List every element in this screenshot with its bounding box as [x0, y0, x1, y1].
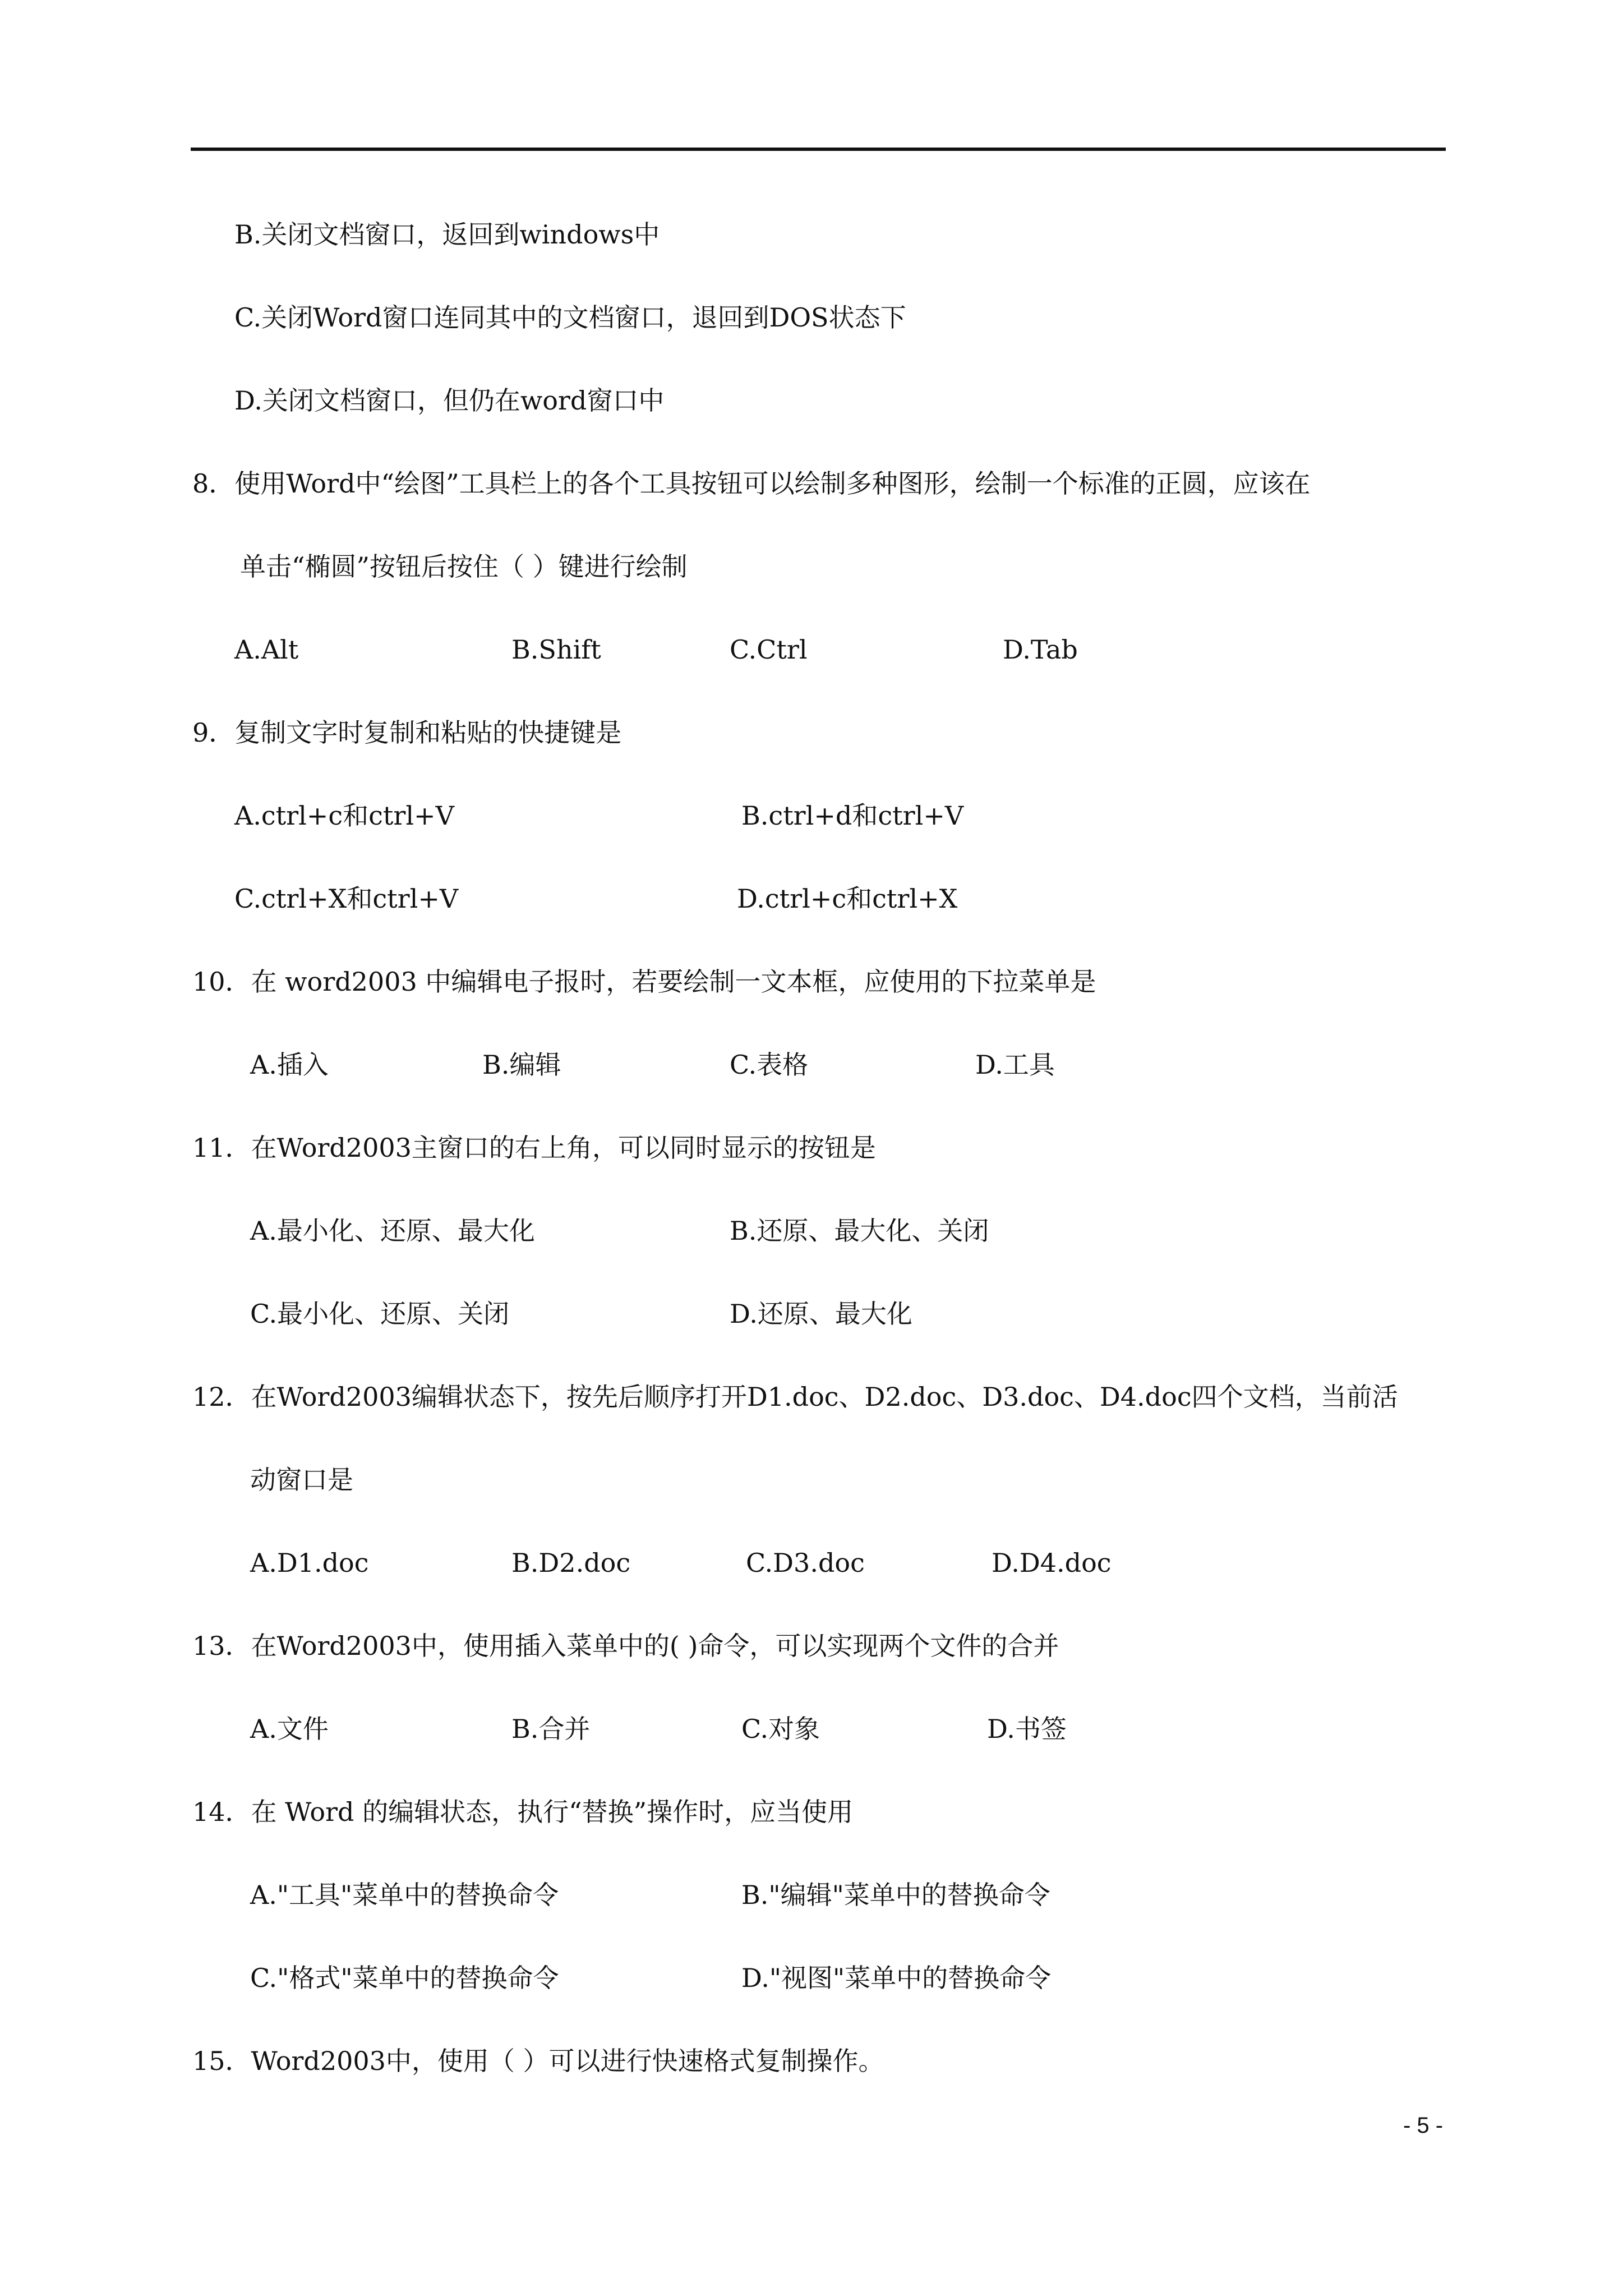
q11-stem: 11．在Word2003主窗口的右上角，可以同时显示的按钮是 [192, 1133, 876, 1163]
q14-option-a: A."工具"菜单中的替换命令 [250, 1880, 559, 1910]
q7-option-d: D.关闭文档窗口，但仍在word窗口中 [234, 385, 665, 416]
q12-option-b: B.D2.doc [511, 1548, 631, 1578]
q9-option-a: A.ctrl+c和ctrl+V [234, 800, 454, 831]
q9-stem: 9．复制文字时复制和粘贴的快捷键是 [192, 717, 622, 748]
q14-option-c: C."格式"菜单中的替换命令 [250, 1963, 559, 1993]
q15-stem: 15．Word2003中，使用（ ）可以进行快速格式复制操作。 [192, 2046, 884, 2076]
header-rule [191, 148, 1446, 151]
q8-stem-line1: 8．使用Word中“绘图”工具栏上的各个工具按钮可以绘制多种图形，绘制一个标准的正圆，应该在 [192, 468, 1311, 499]
q10-option-b: B.编辑 [482, 1050, 561, 1080]
q13-option-c: C.对象 [741, 1714, 820, 1744]
q11-option-c: C.最小化、还原、关闭 [250, 1299, 510, 1329]
page-number: - 5 - [1403, 2113, 1444, 2138]
q13-option-b: B.合并 [511, 1714, 591, 1744]
q13-option-d: D.书签 [987, 1714, 1067, 1744]
q8-option-c: C.Ctrl [730, 634, 808, 665]
q8-option-d: D.Tab [1003, 634, 1078, 665]
q14-stem: 14．在 Word 的编辑状态，执行“替换”操作时，应当使用 [192, 1797, 854, 1827]
q8-option-b: B.Shift [511, 634, 601, 665]
q12-stem-line2: 动窗口是 [250, 1465, 353, 1495]
q8-option-a: A.Alt [234, 634, 299, 665]
q13-stem: 13．在Word2003中，使用插入菜单中的( )命令，可以实现两个文件的合并 [192, 1631, 1059, 1661]
q12-option-d: D.D4.doc [992, 1548, 1112, 1578]
q12-option-c: C.D3.doc [746, 1548, 865, 1578]
q10-option-c: C.表格 [730, 1050, 809, 1080]
q8-stem-line2: 单击“椭圆”按钮后按住（ ）键进行绘制 [240, 551, 688, 582]
q11-option-b: B.还原、最大化、关闭 [730, 1216, 989, 1246]
q11-option-a: A.最小化、还原、最大化 [250, 1216, 535, 1246]
q14-option-d: D."视图"菜单中的替换命令 [741, 1963, 1052, 1993]
q12-stem-line1: 12．在Word2003编辑状态下，按先后顺序打开D1.doc、D2.doc、D3.doc、D4.doc四个文档，当前活 [192, 1382, 1398, 1412]
q7-option-b: B.关闭文档窗口，返回到windows中 [234, 219, 660, 250]
q10-stem: 10．在 word2003 中编辑电子报时，若要绘制一文本框，应使用的下拉菜单是 [192, 967, 1096, 997]
q12-option-a: A.D1.doc [250, 1548, 369, 1578]
q10-option-d: D.工具 [975, 1050, 1055, 1080]
q7-option-c: C.关闭Word窗口连同其中的文档窗口，退回到DOS状态下 [234, 302, 906, 333]
q9-option-b: B.ctrl+d和ctrl+V [741, 800, 964, 831]
q10-option-a: A.插入 [250, 1050, 329, 1080]
q9-option-c: C.ctrl+X和ctrl+V [234, 884, 459, 914]
q11-option-d: D.还原、最大化 [730, 1299, 912, 1329]
q14-option-b: B."编辑"菜单中的替换命令 [741, 1880, 1050, 1910]
q13-option-a: A.文件 [250, 1714, 329, 1744]
q9-option-d: D.ctrl+c和ctrl+X [737, 884, 958, 914]
